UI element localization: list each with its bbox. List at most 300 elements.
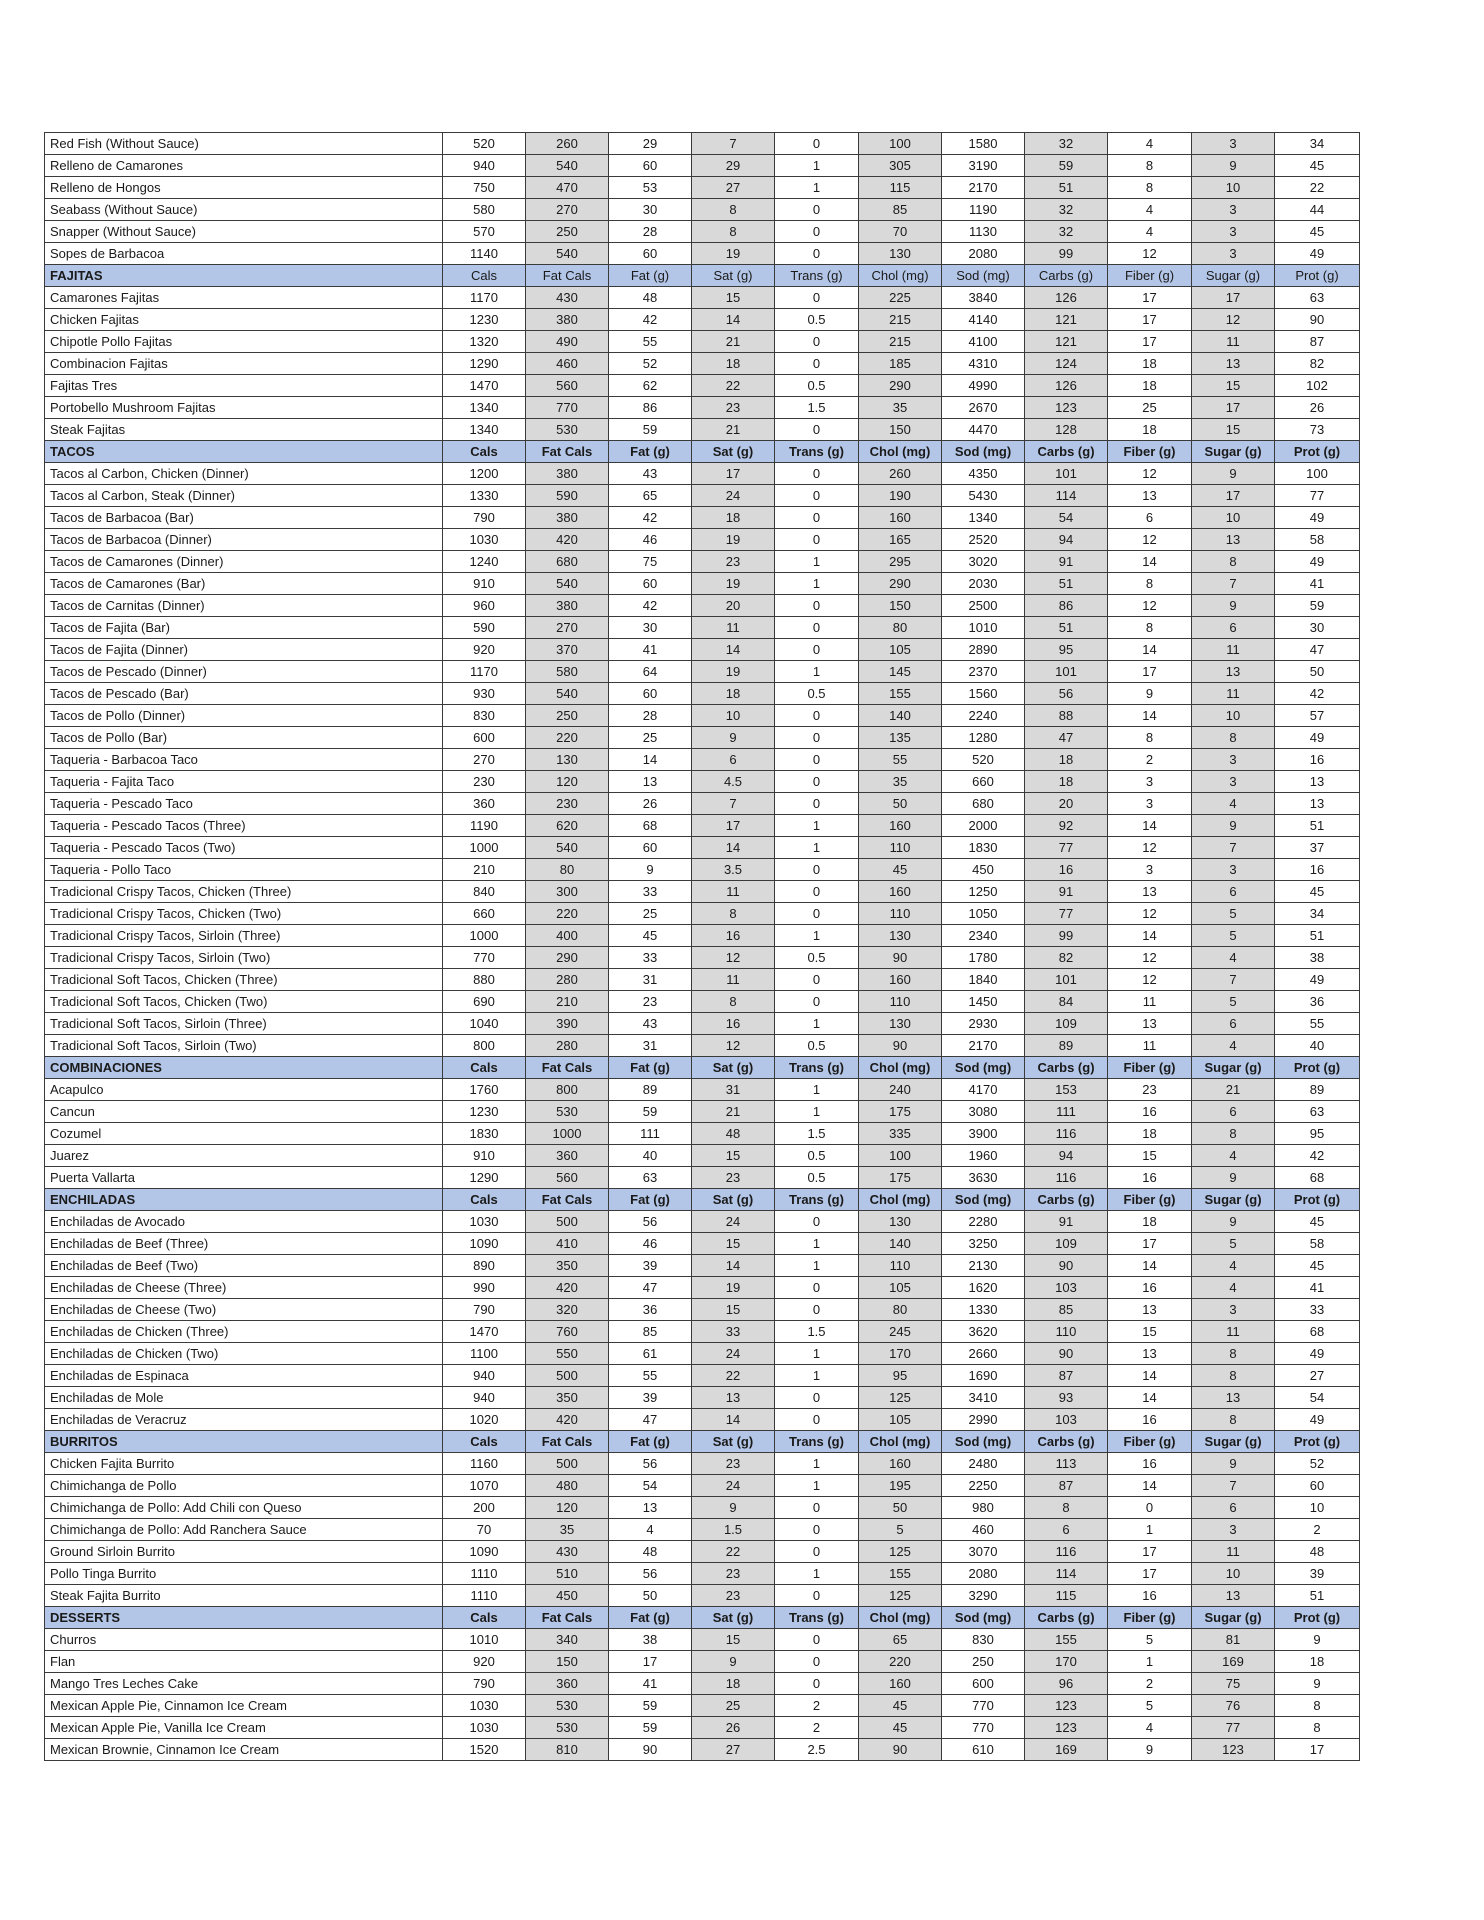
value-cell: 4 (1192, 1145, 1275, 1167)
column-header-cell: Fiber (g) (1108, 1189, 1192, 1211)
value-cell: 25 (1108, 397, 1192, 419)
value-cell: 32 (1025, 133, 1108, 155)
table-row (45, 1343, 1360, 1365)
value-cell: 250 (942, 1651, 1025, 1673)
value-cell: 21 (692, 331, 775, 353)
value-cell: 420 (526, 1277, 609, 1299)
value-cell: 770 (443, 947, 526, 969)
value-cell: 340 (526, 1629, 609, 1651)
value-cell: 1000 (526, 1123, 609, 1145)
column-header-cell: Sugar (g) (1192, 265, 1275, 287)
value-cell: 0 (775, 243, 859, 265)
item-name-cell: Acapulco (45, 1079, 443, 1101)
value-cell: 28 (609, 705, 692, 727)
value-cell: 1 (775, 925, 859, 947)
value-cell: 510 (526, 1563, 609, 1585)
column-header-cell: Sugar (g) (1192, 441, 1275, 463)
value-cell: 350 (526, 1387, 609, 1409)
value-cell: 38 (609, 1629, 692, 1651)
column-header-cell: Cals (443, 1607, 526, 1629)
value-cell: 580 (526, 661, 609, 683)
value-cell: 1110 (443, 1585, 526, 1607)
item-name-cell: Enchiladas de Chicken (Two) (45, 1343, 443, 1365)
table-row (45, 1519, 1360, 1541)
value-cell: 65 (859, 1629, 942, 1651)
value-cell: 111 (609, 1123, 692, 1145)
value-cell: 0 (775, 903, 859, 925)
value-cell: 335 (859, 1123, 942, 1145)
value-cell: 0 (775, 529, 859, 551)
value-cell: 101 (1025, 661, 1108, 683)
value-cell: 6 (1192, 1101, 1275, 1123)
value-cell: 1 (775, 1365, 859, 1387)
value-cell: 18 (692, 507, 775, 529)
value-cell: 50 (1275, 661, 1360, 683)
value-cell: 65 (609, 485, 692, 507)
value-cell: 22 (692, 1365, 775, 1387)
value-cell: 17 (692, 815, 775, 837)
value-cell: 280 (526, 969, 609, 991)
value-cell: 89 (609, 1079, 692, 1101)
value-cell: 1470 (443, 1321, 526, 1343)
item-name-cell: Tacos de Barbacoa (Dinner) (45, 529, 443, 551)
value-cell: 11 (692, 969, 775, 991)
value-cell: 3 (1192, 133, 1275, 155)
value-cell: 450 (526, 1585, 609, 1607)
value-cell: 39 (609, 1387, 692, 1409)
value-cell: 120 (526, 771, 609, 793)
value-cell: 170 (859, 1343, 942, 1365)
table-row (45, 617, 1360, 639)
value-cell: 1560 (942, 683, 1025, 705)
table-row (45, 243, 1360, 265)
value-cell: 59 (609, 1717, 692, 1739)
value-cell: 200 (443, 1497, 526, 1519)
column-header-cell: Cals (443, 1057, 526, 1079)
value-cell: 14 (1108, 1365, 1192, 1387)
value-cell: 2890 (942, 639, 1025, 661)
item-name-cell: Mexican Brownie, Cinnamon Ice Cream (45, 1739, 443, 1761)
value-cell: 22 (1275, 177, 1360, 199)
value-cell: 16 (692, 1013, 775, 1035)
value-cell: 11 (1192, 683, 1275, 705)
section-title: FAJITAS (45, 265, 443, 287)
value-cell: 5 (1108, 1629, 1192, 1651)
column-header-cell: Chol (mg) (859, 265, 942, 287)
value-cell: 76 (1192, 1695, 1275, 1717)
value-cell: 11 (692, 881, 775, 903)
column-header-cell: Fat (g) (609, 265, 692, 287)
value-cell: 18 (1025, 771, 1108, 793)
value-cell: 77 (1275, 485, 1360, 507)
value-cell: 41 (609, 1673, 692, 1695)
value-cell: 51 (1025, 617, 1108, 639)
column-header-cell: Sugar (g) (1192, 1431, 1275, 1453)
value-cell: 9 (1192, 155, 1275, 177)
value-cell: 30 (609, 199, 692, 221)
table-row (45, 1453, 1360, 1475)
value-cell: 121 (1025, 309, 1108, 331)
value-cell: 11 (1192, 331, 1275, 353)
value-cell: 4 (1192, 1255, 1275, 1277)
value-cell: 5 (1108, 1695, 1192, 1717)
section-title: DESSERTS (45, 1607, 443, 1629)
value-cell: 102 (1275, 375, 1360, 397)
value-cell: 29 (609, 133, 692, 155)
item-name-cell: Churros (45, 1629, 443, 1651)
value-cell: 12 (1108, 903, 1192, 925)
value-cell: 0 (775, 1519, 859, 1541)
value-cell: 57 (1275, 705, 1360, 727)
value-cell: 24 (692, 485, 775, 507)
value-cell: 580 (443, 199, 526, 221)
value-cell: 8 (1275, 1695, 1360, 1717)
column-header-cell: Fat Cals (526, 1057, 609, 1079)
value-cell: 34 (1275, 903, 1360, 925)
item-name-cell: Puerta Vallarta (45, 1167, 443, 1189)
value-cell: 25 (609, 727, 692, 749)
value-cell: 680 (526, 551, 609, 573)
value-cell: 3630 (942, 1167, 1025, 1189)
table-row (45, 1145, 1360, 1167)
value-cell: 2 (1108, 1673, 1192, 1695)
section-header-row (45, 1057, 1360, 1079)
value-cell: 11 (1108, 991, 1192, 1013)
value-cell: 49 (1275, 551, 1360, 573)
value-cell: 3 (1108, 771, 1192, 793)
table-row (45, 639, 1360, 661)
value-cell: 4170 (942, 1079, 1025, 1101)
value-cell: 160 (859, 1673, 942, 1695)
value-cell: 1240 (443, 551, 526, 573)
value-cell: 9 (692, 1497, 775, 1519)
value-cell: 220 (526, 727, 609, 749)
value-cell: 420 (526, 529, 609, 551)
value-cell: 89 (1275, 1079, 1360, 1101)
value-cell: 82 (1275, 353, 1360, 375)
column-header-cell: Fat (g) (609, 1057, 692, 1079)
value-cell: 17 (1192, 287, 1275, 309)
table-row (45, 419, 1360, 441)
column-header-cell: Prot (g) (1275, 441, 1360, 463)
item-name-cell: Tradicional Soft Tacos, Chicken (Two) (45, 991, 443, 1013)
value-cell: 250 (526, 221, 609, 243)
value-cell: 87 (1025, 1475, 1108, 1497)
value-cell: 560 (526, 375, 609, 397)
value-cell: 116 (1025, 1123, 1108, 1145)
item-name-cell: Tradicional Crispy Tacos, Chicken (Two) (45, 903, 443, 925)
value-cell: 91 (1025, 551, 1108, 573)
value-cell: 760 (526, 1321, 609, 1343)
value-cell: 10 (1192, 507, 1275, 529)
value-cell: 89 (1025, 1035, 1108, 1057)
table-row (45, 859, 1360, 881)
column-header-cell: Cals (443, 265, 526, 287)
value-cell: 96 (1025, 1673, 1108, 1695)
item-name-cell: Flan (45, 1651, 443, 1673)
table-row (45, 1585, 1360, 1607)
value-cell: 26 (692, 1717, 775, 1739)
item-name-cell: Chipotle Pollo Fajitas (45, 331, 443, 353)
value-cell: 110 (1025, 1321, 1108, 1343)
value-cell: 123 (1025, 1695, 1108, 1717)
column-header-cell: Prot (g) (1275, 1057, 1360, 1079)
value-cell: 7 (1192, 969, 1275, 991)
column-header-cell: Trans (g) (775, 265, 859, 287)
value-cell: 5 (1192, 1233, 1275, 1255)
value-cell: 32 (1025, 221, 1108, 243)
column-header-cell: Carbs (g) (1025, 1607, 1108, 1629)
value-cell: 0 (775, 331, 859, 353)
table-row (45, 837, 1360, 859)
value-cell: 380 (526, 595, 609, 617)
item-name-cell: Fajitas Tres (45, 375, 443, 397)
value-cell: 790 (443, 1299, 526, 1321)
value-cell: 370 (526, 639, 609, 661)
column-header-cell: Carbs (g) (1025, 1189, 1108, 1211)
value-cell: 60 (609, 155, 692, 177)
value-cell: 87 (1025, 1365, 1108, 1387)
value-cell: 9 (692, 727, 775, 749)
value-cell: 18 (1108, 375, 1192, 397)
value-cell: 84 (1025, 991, 1108, 1013)
value-cell: 3080 (942, 1101, 1025, 1123)
value-cell: 210 (526, 991, 609, 1013)
value-cell: 91 (1025, 1211, 1108, 1233)
value-cell: 90 (859, 947, 942, 969)
value-cell: 18 (692, 683, 775, 705)
value-cell: 4 (1192, 947, 1275, 969)
value-cell: 169 (1192, 1651, 1275, 1673)
value-cell: 6 (1192, 881, 1275, 903)
column-header-cell: Chol (mg) (859, 441, 942, 463)
value-cell: 36 (1275, 991, 1360, 1013)
value-cell: 110 (859, 1255, 942, 1277)
value-cell: 0 (775, 221, 859, 243)
value-cell: 8 (692, 221, 775, 243)
value-cell: 2170 (942, 1035, 1025, 1057)
value-cell: 245 (859, 1321, 942, 1343)
value-cell: 530 (526, 1717, 609, 1739)
value-cell: 21 (1192, 1079, 1275, 1101)
value-cell: 155 (859, 1563, 942, 1585)
item-name-cell: Taqueria - Pescado Taco (45, 793, 443, 815)
table-row (45, 881, 1360, 903)
value-cell: 1290 (443, 1167, 526, 1189)
column-header-cell: Sat (g) (692, 1189, 775, 1211)
column-header-cell: Fat (g) (609, 1189, 692, 1211)
column-header-cell: Fat (g) (609, 1607, 692, 1629)
value-cell: 60 (609, 243, 692, 265)
value-cell: 350 (526, 1255, 609, 1277)
value-cell: 8 (692, 991, 775, 1013)
value-cell: 123 (1192, 1739, 1275, 1761)
value-cell: 103 (1025, 1409, 1108, 1431)
value-cell: 75 (1192, 1673, 1275, 1695)
value-cell: 3070 (942, 1541, 1025, 1563)
value-cell: 41 (609, 639, 692, 661)
table-row (45, 551, 1360, 573)
value-cell: 86 (609, 397, 692, 419)
item-name-cell: Enchiladas de Veracruz (45, 1409, 443, 1431)
table-row (45, 397, 1360, 419)
value-cell: 4 (1192, 793, 1275, 815)
value-cell: 990 (443, 1277, 526, 1299)
value-cell: 13 (1275, 793, 1360, 815)
value-cell: 2240 (942, 705, 1025, 727)
value-cell: 2130 (942, 1255, 1025, 1277)
value-cell: 230 (526, 793, 609, 815)
column-header-cell: Carbs (g) (1025, 265, 1108, 287)
item-name-cell: Chimichanga de Pollo: Add Ranchera Sauce (45, 1519, 443, 1541)
value-cell: 960 (443, 595, 526, 617)
value-cell: 0 (775, 1299, 859, 1321)
table-row (45, 903, 1360, 925)
item-name-cell: Snapper (Without Sauce) (45, 221, 443, 243)
value-cell: 290 (526, 947, 609, 969)
table-row (45, 133, 1360, 155)
value-cell: 16 (1275, 859, 1360, 881)
value-cell: 260 (859, 463, 942, 485)
value-cell: 45 (609, 925, 692, 947)
value-cell: 0 (775, 1585, 859, 1607)
value-cell: 109 (1025, 1013, 1108, 1035)
value-cell: 13 (609, 771, 692, 793)
value-cell: 1 (775, 1563, 859, 1585)
value-cell: 1100 (443, 1343, 526, 1365)
value-cell: 130 (526, 749, 609, 771)
table-row (45, 221, 1360, 243)
table-row (45, 1299, 1360, 1321)
item-name-cell: Chimichanga de Pollo (45, 1475, 443, 1497)
value-cell: 80 (526, 859, 609, 881)
value-cell: 0 (775, 353, 859, 375)
value-cell: 24 (692, 1475, 775, 1497)
value-cell: 0 (775, 969, 859, 991)
table-row (45, 595, 1360, 617)
value-cell: 23 (692, 397, 775, 419)
value-cell: 39 (609, 1255, 692, 1277)
value-cell: 7 (1192, 837, 1275, 859)
column-header-cell: Chol (mg) (859, 1607, 942, 1629)
value-cell: 140 (859, 705, 942, 727)
value-cell: 7 (692, 793, 775, 815)
item-name-cell: Enchiladas de Beef (Two) (45, 1255, 443, 1277)
value-cell: 16 (1025, 859, 1108, 881)
column-header-cell: Sugar (g) (1192, 1057, 1275, 1079)
value-cell: 660 (443, 903, 526, 925)
value-cell: 9 (1192, 1167, 1275, 1189)
value-cell: 240 (859, 1079, 942, 1101)
value-cell: 114 (1025, 1563, 1108, 1585)
value-cell: 45 (1275, 221, 1360, 243)
value-cell: 77 (1192, 1717, 1275, 1739)
value-cell: 890 (443, 1255, 526, 1277)
table-row (45, 529, 1360, 551)
value-cell: 14 (692, 639, 775, 661)
value-cell: 2 (1275, 1519, 1360, 1541)
value-cell: 6 (1192, 1013, 1275, 1035)
value-cell: 20 (1025, 793, 1108, 815)
value-cell: 570 (443, 221, 526, 243)
value-cell: 32 (1025, 199, 1108, 221)
value-cell: 470 (526, 177, 609, 199)
value-cell: 1 (775, 661, 859, 683)
value-cell: 10 (1192, 1563, 1275, 1585)
value-cell: 3620 (942, 1321, 1025, 1343)
value-cell: 540 (526, 573, 609, 595)
table-row (45, 1563, 1360, 1585)
value-cell: 125 (859, 1541, 942, 1563)
value-cell: 9 (1275, 1629, 1360, 1651)
value-cell: 2 (775, 1695, 859, 1717)
value-cell: 1190 (942, 199, 1025, 221)
value-cell: 51 (1275, 1585, 1360, 1607)
value-cell: 17 (1275, 1739, 1360, 1761)
value-cell: 11 (1192, 1541, 1275, 1563)
value-cell: 47 (609, 1277, 692, 1299)
value-cell: 8 (1192, 1123, 1275, 1145)
item-name-cell: Juarez (45, 1145, 443, 1167)
value-cell: 135 (859, 727, 942, 749)
value-cell: 15 (692, 1145, 775, 1167)
value-cell: 12 (1108, 595, 1192, 617)
column-header-cell: Prot (g) (1275, 1607, 1360, 1629)
value-cell: 590 (526, 485, 609, 507)
value-cell: 500 (526, 1365, 609, 1387)
item-name-cell: Chimichanga de Pollo: Add Chili con Queso (45, 1497, 443, 1519)
value-cell: 56 (1025, 683, 1108, 705)
value-cell: 130 (859, 243, 942, 265)
item-name-cell: Steak Fajita Burrito (45, 1585, 443, 1607)
value-cell: 13 (1108, 1299, 1192, 1321)
column-header-cell: Fat (g) (609, 1431, 692, 1453)
value-cell: 37 (1275, 837, 1360, 859)
value-cell: 770 (526, 397, 609, 419)
value-cell: 1200 (443, 463, 526, 485)
value-cell: 11 (692, 617, 775, 639)
table-row (45, 1101, 1360, 1123)
value-cell: 13 (1192, 353, 1275, 375)
table-row (45, 947, 1360, 969)
value-cell: 43 (609, 463, 692, 485)
value-cell: 750 (443, 177, 526, 199)
value-cell: 49 (1275, 969, 1360, 991)
column-header-cell: Fat (g) (609, 441, 692, 463)
value-cell: 1 (1108, 1651, 1192, 1673)
value-cell: 1170 (443, 287, 526, 309)
value-cell: 11 (1108, 1035, 1192, 1057)
value-cell: 4 (1108, 221, 1192, 243)
value-cell: 1040 (443, 1013, 526, 1035)
table-row (45, 1475, 1360, 1497)
table-row (45, 353, 1360, 375)
value-cell: 770 (942, 1695, 1025, 1717)
column-header-cell: Sod (mg) (942, 1057, 1025, 1079)
value-cell: 41 (1275, 1277, 1360, 1299)
value-cell: 19 (692, 661, 775, 683)
value-cell: 94 (1025, 529, 1108, 551)
value-cell: 81 (1192, 1629, 1275, 1651)
value-cell: 8 (1108, 155, 1192, 177)
value-cell: 23 (692, 551, 775, 573)
value-cell: 14 (692, 1255, 775, 1277)
nutrition-table (44, 132, 1360, 1761)
value-cell: 0 (775, 859, 859, 881)
value-cell: 3 (1192, 1299, 1275, 1321)
value-cell: 48 (609, 1541, 692, 1563)
value-cell: 16 (1108, 1277, 1192, 1299)
